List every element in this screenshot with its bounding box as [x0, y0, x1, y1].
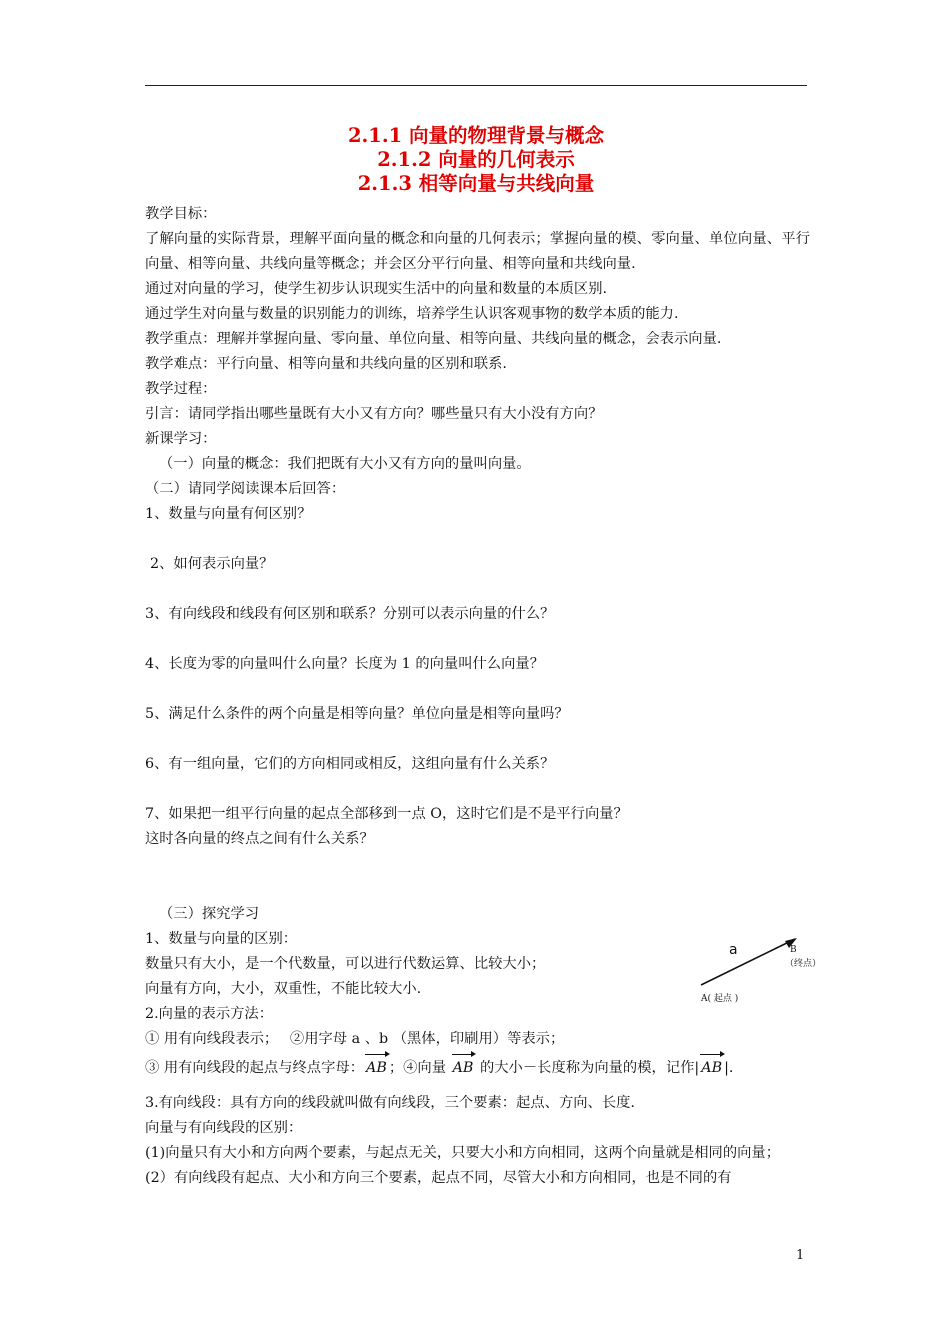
read-heading: （二）请同学阅读课本后回答：: [145, 481, 346, 497]
goal-paragraph-3: 通过学生对向量与数量的识别能力的训练，培养学生认识客观事物的数学本质的能力.: [145, 306, 679, 322]
vector-ab-1: AB: [364, 1056, 389, 1081]
goal-heading: 教学目标：: [145, 206, 217, 222]
question-7a: 7、如果把一组平行向量的起点全部移到一点 O，这时它们是不是平行向量？: [145, 806, 628, 822]
label-start-point: A( 起点 ): [701, 994, 739, 1004]
title-3: 2.1.3 相等向量与共线向量: [357, 172, 595, 195]
title-2: 2.1.2 向量的几何表示: [377, 148, 575, 171]
question-2: 2、如何表示向量？: [150, 556, 274, 572]
explore-3a: 向量与有向线段的区别：: [145, 1120, 303, 1136]
explore-2b-end: |.: [724, 1060, 734, 1076]
key-point: 教学重点：理解并掌握向量、零向量、单位向量、相等向量、共线向量的概念，会表示向量.: [145, 331, 722, 347]
label-end-point: （终点）: [785, 959, 822, 969]
intro: 引言：请同学指出哪些量既有大小又有方向？哪些量只有大小没有方向？: [145, 406, 603, 422]
question-7b: 这时各向量的终点之间有什么关系？: [145, 831, 374, 847]
explore-1b: 向量有方向，大小，双重性，不能比较大小.: [145, 981, 422, 997]
explore-2b: [145, 1056, 810, 1081]
process-heading: 教学过程：: [145, 381, 217, 397]
explore-2a: ① 用有向线段表示； ②用字母 a 、b （黑体，印刷用）等表示；: [145, 1031, 565, 1047]
explore-3b: (1)向量只有大小和方向两个要素，与起点无关，只要大小和方向相同，这两个向量就是相同的向量；: [145, 1145, 781, 1161]
vector-diagram: [695, 935, 835, 1010]
title-block: [145, 124, 807, 196]
vector-ab-3: AB: [699, 1056, 724, 1081]
explore-1a: 数量只有大小，是一个代数量，可以进行代数运算、比较大小；: [145, 956, 546, 972]
goal-paragraph-1: 了解向量的实际背景，理解平面向量的概念和向量的几何表示；掌握向量的模、零向量、单位向量、平行向量、相等向量、共线向量等概念；并会区分平行向量、相等向量和共线向量.: [145, 231, 810, 272]
vector-ab-2: AB: [451, 1056, 476, 1081]
difficulty: 教学难点：平行向量、相等向量和共线向量的区别和联系.: [145, 356, 507, 372]
page-number: 1: [796, 1248, 805, 1263]
explore-2: 2.向量的表示方法：: [145, 1006, 274, 1022]
question-1: 1、数量与向量有何区别？: [145, 506, 312, 522]
question-6: 6、有一组向量，它们的方向相同或相反，这组向量有什么关系？: [145, 756, 555, 772]
explore-3: 3.有向线段：具有方向的线段就叫做有向线段，三个要素：起点、方向、长度.: [145, 1095, 635, 1111]
explore-1: 1、数量与向量的区别：: [145, 931, 298, 947]
explore-3c: (2）有向线段有起点、大小和方向三个要素，起点不同，尽管大小和方向相同，也是不同的有: [145, 1170, 732, 1186]
document-body: [145, 202, 810, 1191]
label-a: a: [729, 942, 738, 958]
concept-line: （一）向量的概念：我们把既有大小又有方向的量叫向量。: [159, 456, 531, 472]
explore-2b-mid1: ；④向量: [388, 1060, 451, 1076]
vector-arrow-line: [701, 939, 795, 985]
new-lesson-heading: 新课学习：: [145, 431, 217, 447]
goal-paragraph-2: 通过对向量的学习，使学生初步认识现实生活中的向量和数量的本质区别.: [145, 281, 608, 297]
header-rule: [145, 85, 807, 86]
explore-heading: （三）探究学习: [159, 906, 260, 922]
question-5: 5、满足什么条件的两个向量是相等向量？单位向量是相等向量吗？: [145, 706, 569, 722]
title-1: 2.1.1 向量的物理背景与概念: [347, 124, 605, 147]
question-3: 3、有向线段和线段有何区别和联系？分别可以表示向量的什么？: [145, 606, 555, 622]
label-b: B: [790, 945, 797, 955]
explore-2b-prefix: ③ 用有向线段的起点与终点字母：: [145, 1060, 364, 1076]
question-4: 4、长度为零的向量叫什么向量？长度为 1 的向量叫什么向量？: [145, 656, 544, 672]
explore-2b-mid2: 的大小－长度称为向量的模，记作|: [475, 1060, 700, 1076]
